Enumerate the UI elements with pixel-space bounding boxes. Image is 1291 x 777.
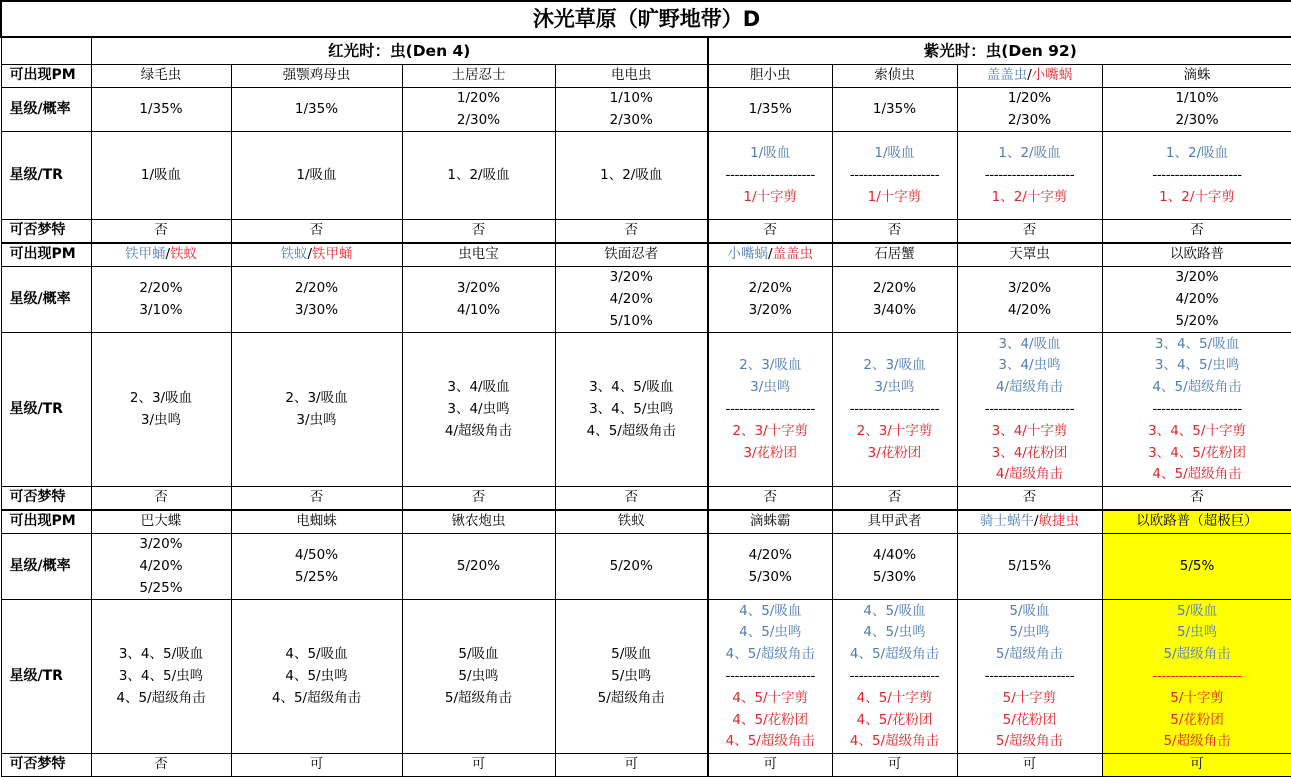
row-pm-group-2 <box>1 243 1291 266</box>
pokemon-name: 铁蚁 <box>618 513 645 529</box>
pokemon-name-cell <box>957 243 1102 266</box>
tr-move-line: 5/虫鸣 <box>1103 622 1291 644</box>
star-rate-cell <box>231 533 402 599</box>
pokemon-name-cell <box>1102 510 1291 533</box>
tr-move-line: 1、2/十字剪 <box>1103 187 1291 209</box>
dream-availability-cell: 可 <box>957 754 1102 777</box>
tr-move-line: 4、5/吸血 <box>833 601 957 623</box>
pokemon-name: 电电虫 <box>611 67 652 83</box>
star-rate-cell <box>957 266 1102 332</box>
star-rate-cell <box>91 533 231 599</box>
star-rate-cell <box>708 533 832 599</box>
tr-move-line: 4、5/吸血 <box>709 601 832 623</box>
tr-move-line: 4、5/十字剪 <box>709 688 832 710</box>
pokemon-name-cell <box>832 65 957 88</box>
dream-availability-cell: 可 <box>555 754 708 777</box>
star-rate-cell <box>1102 266 1291 332</box>
tr-move-line: 3、4、5/吸血 <box>1103 334 1291 356</box>
dream-availability-cell: 否 <box>957 220 1102 243</box>
star-tr-cell <box>1102 333 1291 487</box>
row-label-rate: 星级/概率 <box>1 533 91 599</box>
star-tr-cell <box>402 600 555 754</box>
tr-move-line: 3、4、5/花粉团 <box>1103 443 1291 465</box>
tr-move-line: 2、3/吸血 <box>833 355 957 377</box>
star-tr-cell <box>1102 132 1291 220</box>
star-rate-line: 2/30% <box>403 110 555 132</box>
star-rate-cell <box>402 533 555 599</box>
pokemon-name: 天罩虫 <box>1009 246 1050 262</box>
row-tr-group-3 <box>1 600 1291 754</box>
star-rate-cell <box>957 87 1102 132</box>
tr-move-line: 3、4/吸血 <box>403 377 555 399</box>
tr-move-line: 4、5/超级角击 <box>556 421 708 443</box>
tr-move-line: 4、5/十字剪 <box>833 688 957 710</box>
tr-move-line: 4/超级角击 <box>403 421 555 443</box>
pokemon-name: / <box>1027 67 1032 83</box>
tr-move-line: 2、3/十字剪 <box>709 421 832 443</box>
pokemon-name-cell <box>708 510 832 533</box>
star-rate-cell <box>91 266 231 332</box>
tr-divider: -------------------- <box>709 399 832 421</box>
star-rate-line: 4/20% <box>709 545 832 567</box>
tr-move-line: 4、5/虫鸣 <box>709 622 832 644</box>
pokemon-name-cell <box>231 510 402 533</box>
tr-move-line: 5/吸血 <box>556 644 708 666</box>
star-tr-cell <box>91 600 231 754</box>
row-label-pm: 可出现PM <box>1 243 91 266</box>
star-rate-cell <box>832 533 957 599</box>
star-rate-cell <box>402 87 555 132</box>
row-label-dream: 可否梦特 <box>1 220 91 243</box>
pokemon-name-cell <box>957 65 1102 88</box>
dream-availability-cell: 可 <box>708 754 832 777</box>
star-rate-line: 4/50% <box>232 545 402 567</box>
tr-move-line: 5/花粉团 <box>1103 710 1291 732</box>
star-rate-line: 1/35% <box>833 99 957 121</box>
dream-availability-cell: 否 <box>91 754 231 777</box>
pokemon-name: / <box>768 246 773 262</box>
pokemon-name: 滴蛛霸 <box>750 513 791 529</box>
star-rate-line: 3/20% <box>92 534 231 556</box>
tr-divider: -------------------- <box>833 666 957 688</box>
star-rate-line: 5/20% <box>556 556 708 578</box>
star-rate-line: 1/20% <box>958 88 1102 110</box>
pokemon-name-cell <box>91 65 231 88</box>
tr-move-line: 2、3/吸血 <box>92 388 231 410</box>
star-rate-cell <box>91 87 231 132</box>
dream-availability-cell: 可 <box>1102 754 1291 777</box>
star-rate-line: 4/20% <box>92 556 231 578</box>
row-pm-group-1 <box>1 65 1291 88</box>
pokemon-name-cell <box>957 510 1102 533</box>
star-rate-line: 1/20% <box>403 88 555 110</box>
tr-move-line: 5/吸血 <box>1103 601 1291 623</box>
pokemon-name-cell <box>1102 65 1291 88</box>
star-rate-cell <box>832 266 957 332</box>
pokemon-name: / <box>165 246 170 262</box>
row-label-tr: 星级/TR <box>1 333 91 487</box>
star-rate-line: 3/20% <box>1103 267 1291 289</box>
star-tr-cell <box>231 600 402 754</box>
star-rate-line: 2/20% <box>833 278 957 300</box>
pokemon-name-cell <box>555 510 708 533</box>
tr-move-line: 3、4/十字剪 <box>958 421 1102 443</box>
pokemon-name: 铁甲蛹 <box>312 246 353 262</box>
tr-move-line: 5/吸血 <box>958 601 1102 623</box>
star-rate-line: 2/20% <box>92 278 231 300</box>
row-label-rate: 星级/概率 <box>1 87 91 132</box>
tr-move-line: 1、2/吸血 <box>958 143 1102 165</box>
star-rate-line: 1/10% <box>556 88 708 110</box>
tr-move-line: 3/花粉团 <box>709 443 832 465</box>
page-title: 沐光草原（旷野地带）D <box>1 1 1291 37</box>
tr-move-line: 5/十字剪 <box>958 688 1102 710</box>
tr-move-line: 2、3/十字剪 <box>833 421 957 443</box>
star-tr-cell <box>1102 600 1291 754</box>
pokemon-name: 滴蛛 <box>1184 67 1211 83</box>
row-label-tr: 星级/TR <box>1 600 91 754</box>
star-rate-cell <box>957 533 1102 599</box>
pokemon-name: 小嘴蜗 <box>727 246 768 262</box>
tr-move-line: 1、2/吸血 <box>403 165 555 187</box>
tr-divider: -------------------- <box>709 165 832 187</box>
pokemon-name-cell <box>832 243 957 266</box>
tr-move-line: 4、5/超级角击 <box>833 644 957 666</box>
tr-move-line: 4、5/虫鸣 <box>232 666 402 688</box>
pokemon-name: 铁甲蛹 <box>125 246 166 262</box>
pokemon-name-cell <box>708 65 832 88</box>
tr-move-line: 3/花粉团 <box>833 443 957 465</box>
tr-move-line: 5/超级角击 <box>1103 644 1291 666</box>
pokemon-name-cell <box>402 243 555 266</box>
pokemon-name: 虫电宝 <box>458 246 499 262</box>
star-rate-cell <box>708 266 832 332</box>
row-pm-group-3 <box>1 510 1291 533</box>
dream-availability-cell: 否 <box>231 487 402 510</box>
tr-move-line: 3、4/吸血 <box>958 334 1102 356</box>
star-tr-cell <box>555 333 708 487</box>
star-rate-line: 4/20% <box>1103 289 1291 311</box>
tr-move-line: 1/吸血 <box>709 143 832 165</box>
tr-divider: -------------------- <box>958 165 1102 187</box>
tr-divider: -------------------- <box>1103 165 1291 187</box>
tr-divider: -------------------- <box>833 399 957 421</box>
star-tr-cell <box>957 333 1102 487</box>
row-tr-group-1 <box>1 132 1291 220</box>
row-dream-group-3 <box>1 754 1291 777</box>
tr-move-line: 1、2/吸血 <box>1103 143 1291 165</box>
star-rate-cell <box>555 266 708 332</box>
star-rate-line: 4/20% <box>556 289 708 311</box>
star-rate-line: 5/25% <box>92 578 231 600</box>
star-rate-line: 1/35% <box>232 99 402 121</box>
tr-move-line: 3、4/虫鸣 <box>958 355 1102 377</box>
pokemon-name: 以欧路普（超极巨） <box>1136 513 1258 529</box>
pokemon-name: 敏捷虫 <box>1039 513 1080 529</box>
pokemon-name: 巴大蝶 <box>141 513 182 529</box>
star-rate-line: 1/10% <box>1103 88 1291 110</box>
star-rate-line: 4/20% <box>958 300 1102 322</box>
tr-move-line: 5/虫鸣 <box>403 666 555 688</box>
tr-move-line: 5/花粉团 <box>958 710 1102 732</box>
tr-move-line: 1/吸血 <box>232 165 402 187</box>
star-rate-line: 5/5% <box>1103 556 1291 578</box>
tr-move-line: 1/吸血 <box>92 165 231 187</box>
star-rate-line: 3/20% <box>958 278 1102 300</box>
dream-availability-cell: 否 <box>231 220 402 243</box>
tr-move-line: 4、5/超级角击 <box>709 731 832 753</box>
row-label-rate: 星级/概率 <box>1 266 91 332</box>
star-rate-cell <box>708 87 832 132</box>
star-rate-line: 3/20% <box>709 300 832 322</box>
pokemon-name: 强颚鸡母虫 <box>283 67 351 83</box>
tr-move-line: 4、5/虫鸣 <box>833 622 957 644</box>
tr-move-line: 5/超级角击 <box>556 688 708 710</box>
star-rate-cell <box>402 266 555 332</box>
pokemon-name: 铁蚁 <box>170 246 197 262</box>
star-rate-line: 2/30% <box>958 110 1102 132</box>
pokemon-name: 骑士蜗牛 <box>980 513 1034 529</box>
pokemon-name: 胆小虫 <box>750 67 791 83</box>
row-label-dream: 可否梦特 <box>1 754 91 777</box>
pokemon-name: 锹农炮虫 <box>452 513 506 529</box>
dream-availability-cell: 否 <box>91 220 231 243</box>
tr-move-line: 4/超级角击 <box>958 464 1102 486</box>
pokemon-name: 盖盖虫 <box>987 67 1028 83</box>
star-rate-line: 3/10% <box>92 300 231 322</box>
tr-move-line: 4、5/花粉团 <box>833 710 957 732</box>
pokemon-name-cell <box>91 243 231 266</box>
star-tr-cell <box>231 333 402 487</box>
tr-move-line: 1、2/吸血 <box>556 165 708 187</box>
tr-move-line: 3、4/虫鸣 <box>403 399 555 421</box>
tr-divider: -------------------- <box>958 666 1102 688</box>
pokemon-name: 具甲武者 <box>868 513 922 529</box>
dream-availability-cell: 否 <box>957 487 1102 510</box>
star-rate-line: 2/20% <box>709 278 832 300</box>
star-rate-line: 5/15% <box>958 556 1102 578</box>
tr-move-line: 4、5/超级角击 <box>1103 464 1291 486</box>
section-header-red-light: 红光时：虫(Den 4) <box>91 37 708 65</box>
tr-divider: -------------------- <box>1103 666 1291 688</box>
star-tr-cell <box>555 600 708 754</box>
star-rate-cell <box>1102 533 1291 599</box>
pokemon-name-cell <box>555 65 708 88</box>
star-rate-line: 2/30% <box>556 110 708 132</box>
pokemon-name: 小嘴蜗 <box>1032 67 1073 83</box>
pokemon-name: 土居忍士 <box>452 67 506 83</box>
tr-move-line: 5/吸血 <box>403 644 555 666</box>
pokemon-name-cell <box>402 65 555 88</box>
star-rate-line: 4/10% <box>403 300 555 322</box>
tr-move-line: 3/虫鸣 <box>833 377 957 399</box>
pokemon-name-cell <box>91 510 231 533</box>
pokemon-name: 盖盖虫 <box>773 246 814 262</box>
pokemon-name: 索侦虫 <box>874 67 915 83</box>
pokemon-name: 铁面忍者 <box>604 246 658 262</box>
tr-move-line: 3、4、5/吸血 <box>556 377 708 399</box>
tr-divider: -------------------- <box>1103 399 1291 421</box>
tr-move-line: 5/虫鸣 <box>958 622 1102 644</box>
pokemon-name: 以欧路普 <box>1170 246 1224 262</box>
dream-availability-cell: 否 <box>402 487 555 510</box>
dream-availability-cell: 可 <box>402 754 555 777</box>
star-rate-line: 5/30% <box>833 567 957 589</box>
dream-availability-cell: 可 <box>231 754 402 777</box>
dream-availability-cell: 可 <box>832 754 957 777</box>
tr-move-line: 5/超级角击 <box>958 644 1102 666</box>
tr-move-line: 4、5/超级角击 <box>1103 377 1291 399</box>
pokemon-name: / <box>1034 513 1039 529</box>
tr-move-line: 2、3/吸血 <box>232 388 402 410</box>
row-dream-group-2 <box>1 487 1291 510</box>
star-rate-line: 5/20% <box>1103 311 1291 333</box>
star-rate-cell <box>1102 87 1291 132</box>
tr-move-line: 4、5/花粉团 <box>709 710 832 732</box>
row-rate-group-2 <box>1 266 1291 332</box>
star-tr-cell <box>231 132 402 220</box>
pokemon-name-cell <box>708 243 832 266</box>
tr-move-line: 4/超级角击 <box>958 377 1102 399</box>
dream-availability-cell: 否 <box>1102 220 1291 243</box>
star-tr-cell <box>708 333 832 487</box>
tr-move-line: 5/虫鸣 <box>556 666 708 688</box>
tr-move-line: 3/虫鸣 <box>232 410 402 432</box>
star-tr-cell <box>708 132 832 220</box>
star-tr-cell <box>832 132 957 220</box>
pokemon-name-cell <box>1102 243 1291 266</box>
star-rate-cell <box>231 266 402 332</box>
tr-move-line: 5/超级角击 <box>403 688 555 710</box>
star-rate-line: 5/20% <box>403 556 555 578</box>
star-rate-line: 3/20% <box>403 278 555 300</box>
dream-availability-cell: 否 <box>1102 487 1291 510</box>
dream-availability-cell: 否 <box>708 487 832 510</box>
row-tr-group-2 <box>1 333 1291 487</box>
pokemon-name-cell <box>555 243 708 266</box>
star-rate-line: 2/30% <box>1103 110 1291 132</box>
row-rate-group-1 <box>1 87 1291 132</box>
tr-move-line: 4、5/吸血 <box>232 644 402 666</box>
star-tr-cell <box>91 132 231 220</box>
dream-availability-cell: 否 <box>555 220 708 243</box>
tr-move-line: 1/十字剪 <box>833 187 957 209</box>
tr-move-line: 5/超级角击 <box>1103 731 1291 753</box>
dream-availability-cell: 否 <box>555 487 708 510</box>
star-rate-line: 5/10% <box>556 311 708 333</box>
star-rate-line: 1/35% <box>709 99 832 121</box>
row-label-dream: 可否梦特 <box>1 487 91 510</box>
pokemon-name: 电蜘蛛 <box>296 513 337 529</box>
star-rate-line: 3/40% <box>833 300 957 322</box>
tr-divider: -------------------- <box>833 165 957 187</box>
star-tr-cell <box>832 600 957 754</box>
row-dream-group-1 <box>1 220 1291 243</box>
tr-move-line: 1/十字剪 <box>709 187 832 209</box>
tr-move-line: 1/吸血 <box>833 143 957 165</box>
row-label-pm: 可出现PM <box>1 510 91 533</box>
tr-move-line: 3、4、5/十字剪 <box>1103 421 1291 443</box>
star-rate-cell <box>555 533 708 599</box>
star-tr-cell <box>402 333 555 487</box>
star-tr-cell <box>957 132 1102 220</box>
row-label-pm: 可出现PM <box>1 65 91 88</box>
tr-move-line: 3/虫鸣 <box>92 410 231 432</box>
pokemon-name: 石居蟹 <box>874 246 915 262</box>
tr-move-line: 3/虫鸣 <box>709 377 832 399</box>
star-rate-cell <box>555 87 708 132</box>
tr-move-line: 3、4、5/虫鸣 <box>1103 355 1291 377</box>
pokemon-name: 铁蚁 <box>280 246 307 262</box>
star-rate-line: 3/30% <box>232 300 402 322</box>
tr-move-line: 3、4、5/虫鸣 <box>556 399 708 421</box>
row-rate-group-3 <box>1 533 1291 599</box>
row-label-tr: 星级/TR <box>1 132 91 220</box>
tr-move-line: 5/十字剪 <box>1103 688 1291 710</box>
star-tr-cell <box>402 132 555 220</box>
tr-divider: -------------------- <box>709 666 832 688</box>
dream-availability-cell: 否 <box>832 487 957 510</box>
tr-divider: -------------------- <box>958 399 1102 421</box>
star-rate-cell <box>231 87 402 132</box>
pokemon-name: 绿毛虫 <box>141 67 182 83</box>
dream-availability-cell: 否 <box>832 220 957 243</box>
dream-availability-cell: 否 <box>91 487 231 510</box>
star-rate-cell <box>832 87 957 132</box>
star-rate-line: 2/20% <box>232 278 402 300</box>
dream-availability-cell: 否 <box>708 220 832 243</box>
star-rate-line: 3/20% <box>556 267 708 289</box>
star-tr-cell <box>708 600 832 754</box>
tr-move-line: 4、5/超级角击 <box>232 688 402 710</box>
tr-move-line: 3、4、5/虫鸣 <box>92 666 231 688</box>
tr-move-line: 1、2/十字剪 <box>958 187 1102 209</box>
tr-move-line: 3、4/花粉团 <box>958 443 1102 465</box>
star-tr-cell <box>957 600 1102 754</box>
tr-move-line: 3、4、5/吸血 <box>92 644 231 666</box>
tr-move-line: 5/超级角击 <box>958 731 1102 753</box>
star-rate-line: 5/30% <box>709 567 832 589</box>
star-tr-cell <box>91 333 231 487</box>
star-rate-line: 4/40% <box>833 545 957 567</box>
corner-cell <box>1 37 91 65</box>
star-rate-line: 5/25% <box>232 567 402 589</box>
pokemon-name-cell <box>402 510 555 533</box>
star-tr-cell <box>832 333 957 487</box>
tr-move-line: 4、5/超级角击 <box>92 688 231 710</box>
tr-move-line: 4、5/超级角击 <box>833 731 957 753</box>
pokemon-name-cell <box>832 510 957 533</box>
dream-availability-cell: 否 <box>402 220 555 243</box>
tr-move-line: 2、3/吸血 <box>709 355 832 377</box>
pokemon-name-cell <box>231 65 402 88</box>
pokemon-name-cell <box>231 243 402 266</box>
tr-move-line: 4、5/超级角击 <box>709 644 832 666</box>
star-rate-line: 1/35% <box>92 99 231 121</box>
star-tr-cell <box>555 132 708 220</box>
pokemon-name: / <box>307 246 312 262</box>
section-header-purple-light: 紫光时：虫(Den 92) <box>708 37 1291 65</box>
